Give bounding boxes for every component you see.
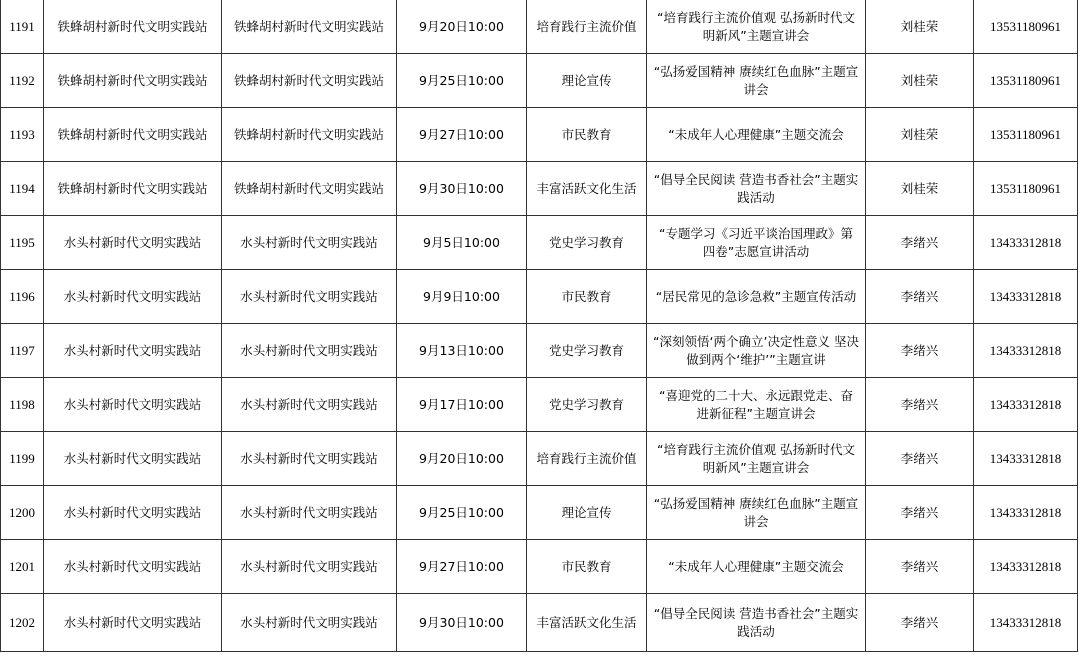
- cell-time: 9月30日10:00: [397, 594, 527, 652]
- cell-phone: 13531180961: [974, 162, 1078, 216]
- cell-venue: 水头村新时代文明实践站: [222, 324, 397, 378]
- cell-station: 水头村新时代文明实践站: [44, 216, 222, 270]
- cell-topic: “培育践行主流价值观 弘扬新时代文明新风”主题宣讲会: [647, 432, 866, 486]
- cell-venue: 铁蜂胡村新时代文明实践站: [222, 54, 397, 108]
- table-row: [1, 486, 1078, 540]
- table-row: [1, 324, 1078, 378]
- table-body: [1, 0, 1078, 652]
- cell-time: 9月25日10:00: [397, 486, 527, 540]
- cell-venue: 铁蜂胡村新时代文明实践站: [222, 108, 397, 162]
- cell-contact: 李绪兴: [866, 540, 974, 594]
- cell-number: 1193: [1, 108, 44, 162]
- cell-number: 1192: [1, 54, 44, 108]
- cell-number: 1195: [1, 216, 44, 270]
- cell-category: 理论宣传: [527, 54, 647, 108]
- cell-phone: 13433312818: [974, 594, 1078, 652]
- cell-time: 9月9日10:00: [397, 270, 527, 324]
- table-row: [1, 378, 1078, 432]
- cell-time: 9月20日10:00: [397, 0, 527, 54]
- cell-category: 党史学习教育: [527, 324, 647, 378]
- cell-contact: 李绪兴: [866, 270, 974, 324]
- cell-time: 9月13日10:00: [397, 324, 527, 378]
- cell-time: 9月25日10:00: [397, 54, 527, 108]
- cell-station: 水头村新时代文明实践站: [44, 540, 222, 594]
- table-row: [1, 594, 1078, 652]
- cell-phone: 13433312818: [974, 270, 1078, 324]
- cell-contact: 刘桂荣: [866, 0, 974, 54]
- cell-number: 1201: [1, 540, 44, 594]
- cell-category: 丰富活跃文化生活: [527, 594, 647, 652]
- cell-venue: 水头村新时代文明实践站: [222, 432, 397, 486]
- cell-phone: 13433312818: [974, 432, 1078, 486]
- cell-station: 铁蜂胡村新时代文明实践站: [44, 108, 222, 162]
- cell-category: 市民教育: [527, 270, 647, 324]
- table-row: [1, 432, 1078, 486]
- cell-topic: “喜迎党的二十大、永远跟党走、奋进新征程”主题宣讲会: [647, 378, 866, 432]
- cell-contact: 刘桂荣: [866, 108, 974, 162]
- cell-station: 水头村新时代文明实践站: [44, 378, 222, 432]
- cell-category: 理论宣传: [527, 486, 647, 540]
- table-row: [1, 0, 1078, 54]
- cell-contact: 刘桂荣: [866, 162, 974, 216]
- cell-time: 9月17日10:00: [397, 378, 527, 432]
- cell-number: 1199: [1, 432, 44, 486]
- cell-station: 铁蜂胡村新时代文明实践站: [44, 162, 222, 216]
- cell-contact: 李绪兴: [866, 594, 974, 652]
- cell-category: 培育践行主流价值: [527, 0, 647, 54]
- cell-topic: “深刻领悟‘两个确立’决定性意义 坚决做到两个‘维护’”主题宣讲: [647, 324, 866, 378]
- cell-station: 水头村新时代文明实践站: [44, 324, 222, 378]
- cell-category: 党史学习教育: [527, 216, 647, 270]
- cell-number: 1191: [1, 0, 44, 54]
- cell-venue: 水头村新时代文明实践站: [222, 540, 397, 594]
- cell-phone: 13531180961: [974, 54, 1078, 108]
- cell-venue: 铁蜂胡村新时代文明实践站: [222, 0, 397, 54]
- cell-station: 铁蜂胡村新时代文明实践站: [44, 0, 222, 54]
- table-row: [1, 540, 1078, 594]
- cell-contact: 李绪兴: [866, 486, 974, 540]
- cell-topic: “弘扬爱国精神 赓续红色血脉”主题宣讲会: [647, 486, 866, 540]
- cell-number: 1202: [1, 594, 44, 652]
- cell-number: 1197: [1, 324, 44, 378]
- cell-contact: 刘桂荣: [866, 54, 974, 108]
- cell-topic: “弘扬爱国精神 赓续红色血脉”主题宣讲会: [647, 54, 866, 108]
- cell-time: 9月27日10:00: [397, 108, 527, 162]
- cell-venue: 水头村新时代文明实践站: [222, 378, 397, 432]
- cell-category: 市民教育: [527, 540, 647, 594]
- cell-topic: “未成年人心理健康”主题交流会: [647, 108, 866, 162]
- cell-number: 1196: [1, 270, 44, 324]
- cell-number: 1200: [1, 486, 44, 540]
- cell-contact: 李绪兴: [866, 324, 974, 378]
- cell-time: 9月30日10:00: [397, 162, 527, 216]
- table-row: [1, 108, 1078, 162]
- cell-phone: 13433312818: [974, 540, 1078, 594]
- cell-phone: 13433312818: [974, 324, 1078, 378]
- cell-station: 水头村新时代文明实践站: [44, 432, 222, 486]
- cell-category: 党史学习教育: [527, 378, 647, 432]
- cell-topic: “倡导全民阅读 营造书香社会”主题实践活动: [647, 162, 866, 216]
- cell-topic: “倡导全民阅读 营造书香社会”主题实践活动: [647, 594, 866, 652]
- cell-time: 9月20日10:00: [397, 432, 527, 486]
- cell-venue: 水头村新时代文明实践站: [222, 216, 397, 270]
- cell-venue: 水头村新时代文明实践站: [222, 594, 397, 652]
- cell-venue: 铁蜂胡村新时代文明实践站: [222, 162, 397, 216]
- cell-phone: 13531180961: [974, 108, 1078, 162]
- cell-phone: 13531180961: [974, 0, 1078, 54]
- cell-venue: 水头村新时代文明实践站: [222, 270, 397, 324]
- cell-station: 水头村新时代文明实践站: [44, 270, 222, 324]
- cell-topic: “专题学习《习近平谈治国理政》第四卷”志愿宣讲活动: [647, 216, 866, 270]
- cell-phone: 13433312818: [974, 486, 1078, 540]
- cell-time: 9月27日10:00: [397, 540, 527, 594]
- table-row: [1, 162, 1078, 216]
- cell-category: 市民教育: [527, 108, 647, 162]
- cell-category: 丰富活跃文化生活: [527, 162, 647, 216]
- cell-phone: 13433312818: [974, 216, 1078, 270]
- cell-number: 1198: [1, 378, 44, 432]
- cell-station: 铁蜂胡村新时代文明实践站: [44, 54, 222, 108]
- cell-time: 9月5日10:00: [397, 216, 527, 270]
- cell-station: 水头村新时代文明实践站: [44, 594, 222, 652]
- cell-number: 1194: [1, 162, 44, 216]
- cell-phone: 13433312818: [974, 378, 1078, 432]
- cell-category: 培育践行主流价值: [527, 432, 647, 486]
- cell-station: 水头村新时代文明实践站: [44, 486, 222, 540]
- cell-contact: 李绪兴: [866, 378, 974, 432]
- cell-venue: 水头村新时代文明实践站: [222, 486, 397, 540]
- table-row: [1, 270, 1078, 324]
- cell-contact: 李绪兴: [866, 216, 974, 270]
- cell-topic: “培育践行主流价值观 弘扬新时代文明新风”主题宣讲会: [647, 0, 866, 54]
- cell-topic: “未成年人心理健康”主题交流会: [647, 540, 866, 594]
- table-row: [1, 54, 1078, 108]
- cell-contact: 李绪兴: [866, 432, 974, 486]
- table-row: [1, 216, 1078, 270]
- cell-topic: “居民常见的急诊急救”主题宣传活动: [647, 270, 866, 324]
